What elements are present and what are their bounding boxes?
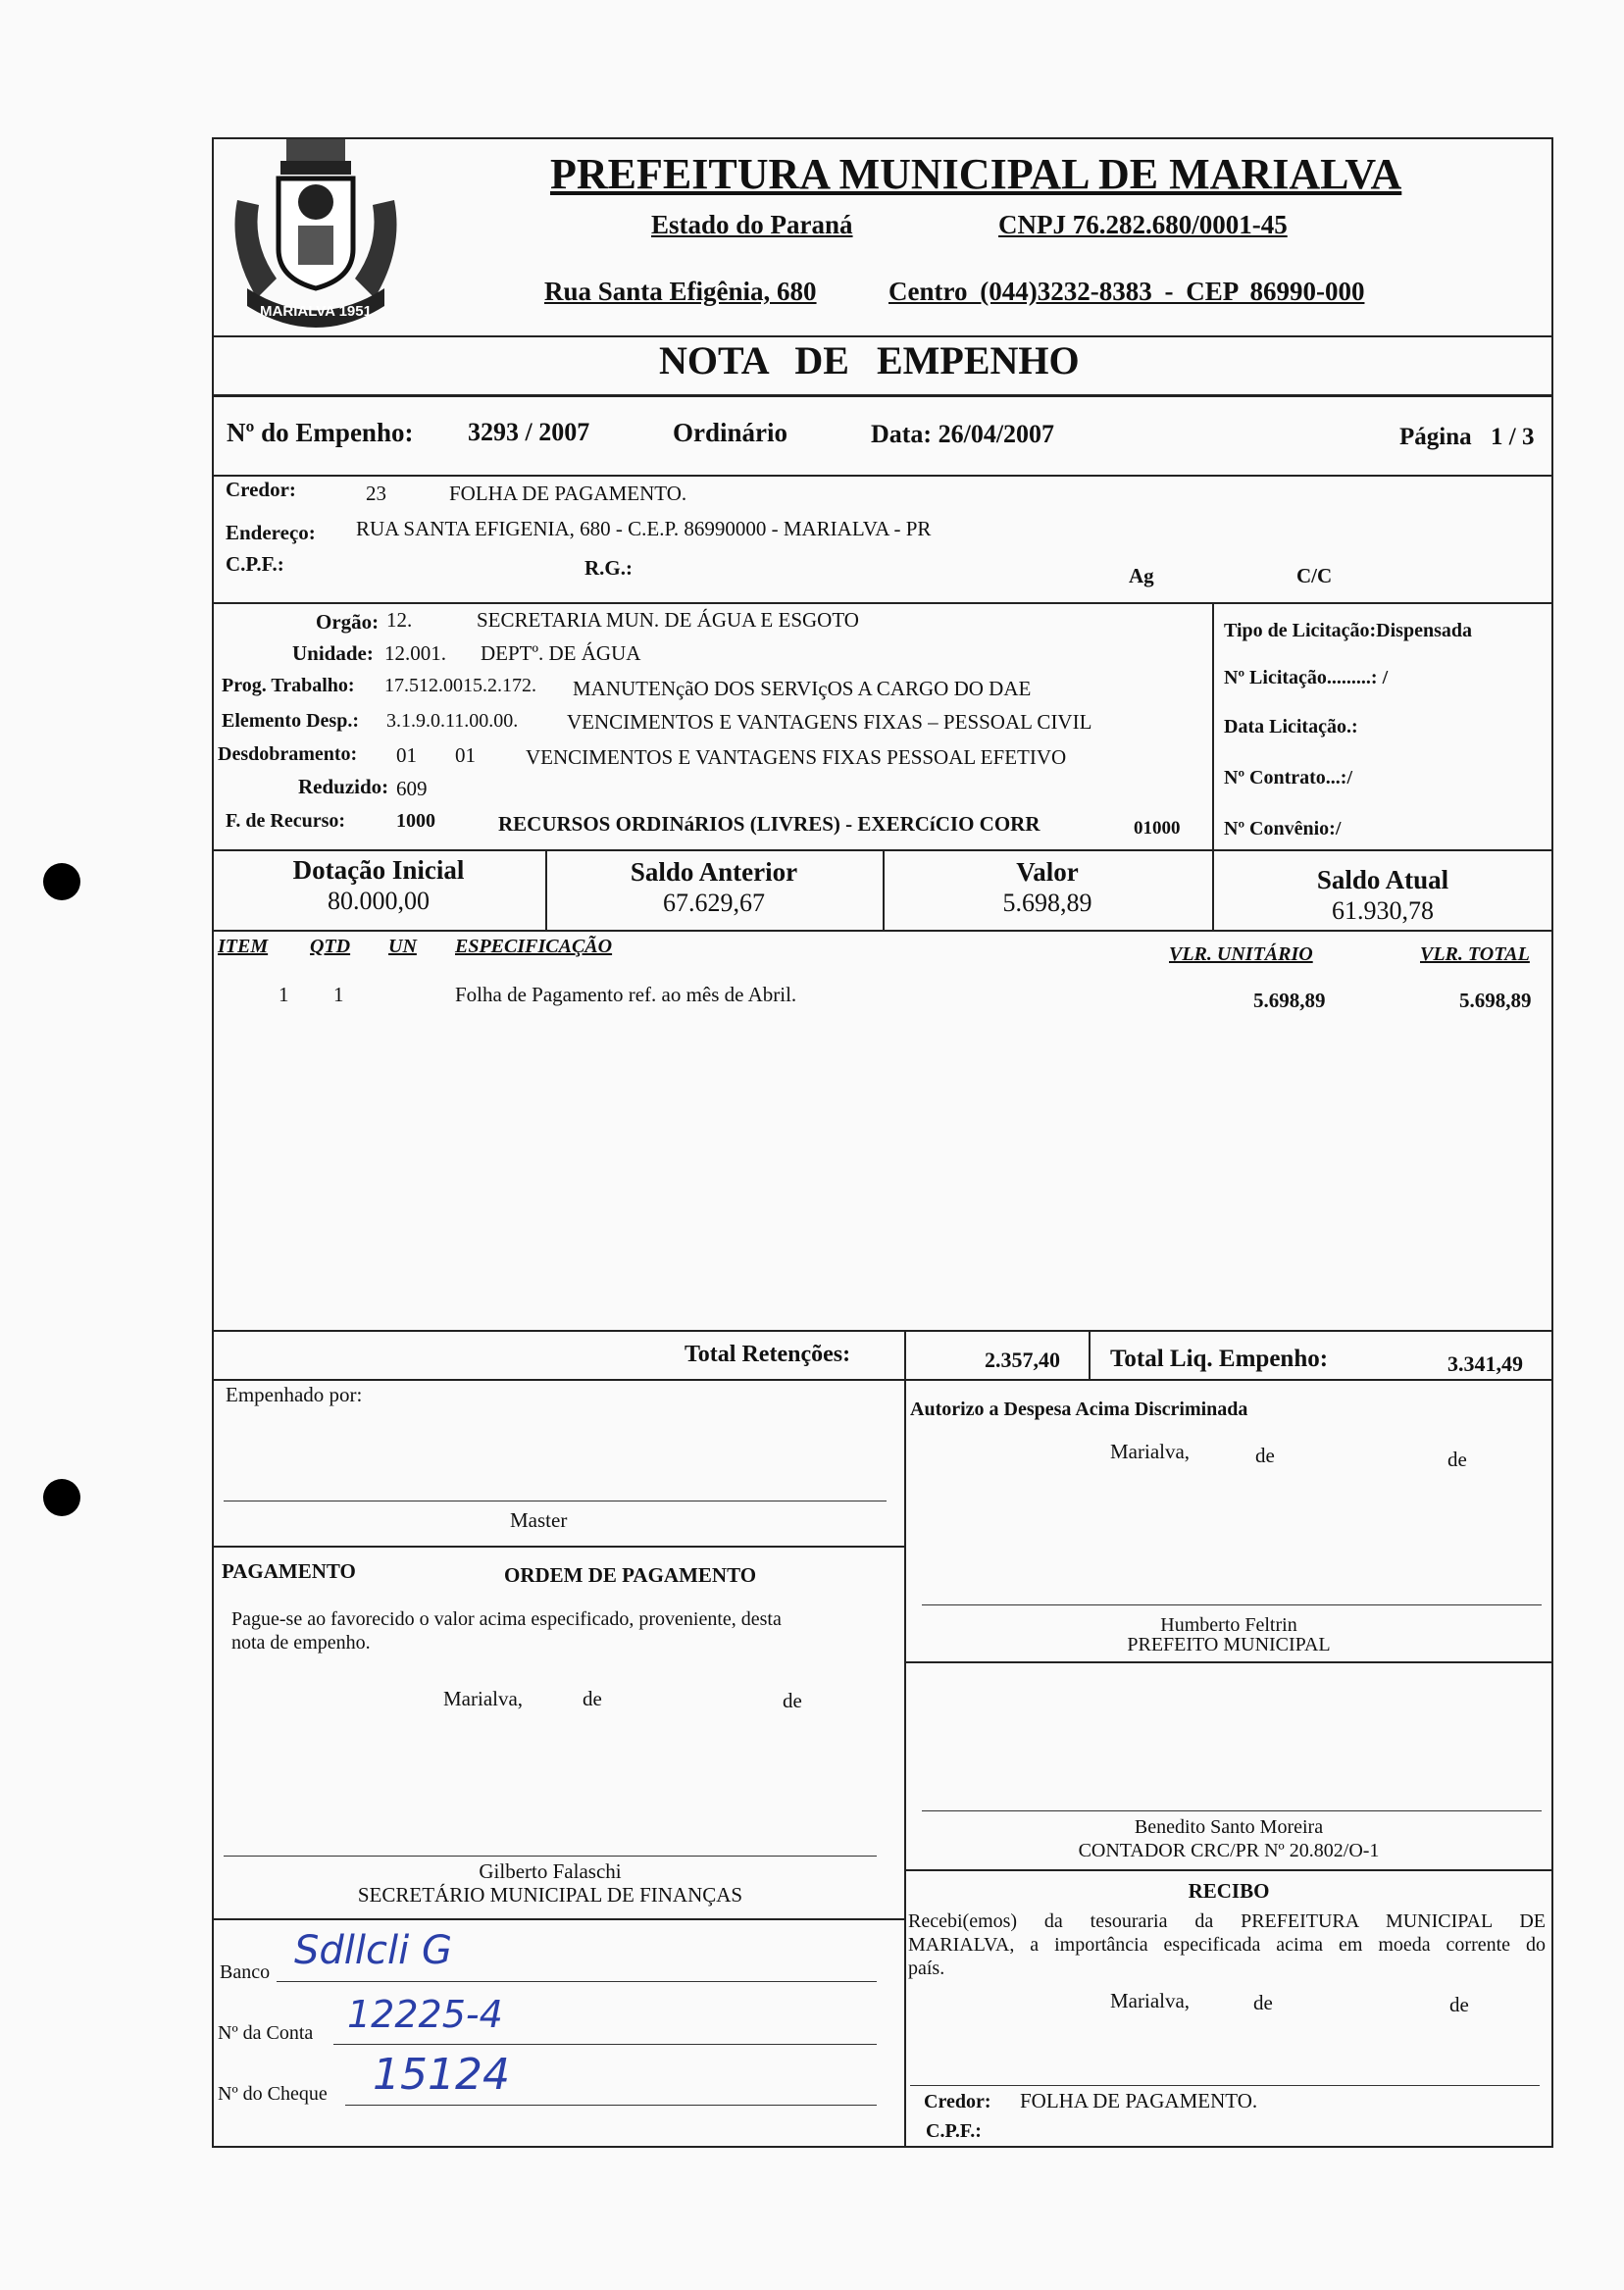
- saldo-anterior-value: 67.629,67: [663, 889, 765, 917]
- prefeito-title: PREFEITO MUNICIPAL: [1127, 1634, 1331, 1655]
- autorizo-text: Autorizo a Despesa Acima Discriminada: [910, 1399, 1248, 1420]
- col-spec: ESPECIFICAÇÃO: [455, 936, 613, 957]
- dotacao-inicial-value: 80.000,00: [328, 887, 430, 915]
- divider-totals-bottom: [212, 1379, 1553, 1381]
- saldo-atual-value: 61.930,78: [1332, 896, 1434, 925]
- numero-contrato: Nº Contrato...:/: [1224, 767, 1353, 789]
- divider-licitacao-col: [1212, 602, 1214, 851]
- recibo-line-3: país.: [908, 1958, 945, 1979]
- conta-handwritten: 12225-4: [347, 1993, 503, 2036]
- item-unit-value: 5.698,89: [1253, 989, 1326, 1012]
- cheque-label: Nº do Cheque: [218, 2083, 328, 2105]
- numero-licitacao: Nº Licitação.........: /: [1224, 667, 1389, 688]
- retencoes-label: Total Retenções:: [685, 1342, 851, 1367]
- autorizo-de-1: de: [1255, 1444, 1275, 1467]
- divider-banco: [212, 1918, 904, 1920]
- divider-lower-col: [904, 1379, 906, 2148]
- dotacao-inicial-label: Dotação Inicial: [292, 855, 465, 885]
- col-qtd: QTD: [310, 936, 351, 957]
- divider-credor: [212, 602, 1553, 604]
- item-qtd: 1: [333, 983, 344, 1006]
- prefeito-name: Humberto Feltrin: [1160, 1614, 1297, 1636]
- orgao-label: Orgão:: [316, 610, 380, 634]
- endereco-label: Endereço:: [226, 521, 316, 544]
- recurso-num: 01000: [1134, 818, 1181, 839]
- page-label: Página: [1399, 424, 1472, 450]
- liq-empenho-label: Total Liq. Empenho:: [1110, 1346, 1329, 1372]
- elemento-desc: VENCIMENTOS E VANTAGENS FIXAS – PESSOAL CIVIL: [567, 710, 1092, 734]
- punch-hole-top: [43, 863, 80, 900]
- signature-line-secretario: [224, 1856, 877, 1857]
- divider-totals-2: [1089, 1330, 1091, 1381]
- col-item: ITEM: [218, 936, 269, 957]
- page-value: 1 / 3: [1491, 424, 1535, 450]
- divider-saldos: [212, 930, 1553, 932]
- secretario-name: Gilberto Falaschi: [479, 1859, 622, 1883]
- divider-title: [212, 394, 1553, 397]
- reduzido-label: Reduzido:: [298, 775, 389, 798]
- credor-label: Credor:: [226, 478, 296, 501]
- city-crest-icon: [218, 131, 414, 337]
- street-address: Rua Santa Efigênia, 680: [544, 277, 817, 306]
- recibo-line-1: Recebi(emos) da tesouraria da PREFEITURA MUNICIPAL DE: [908, 1910, 1546, 1932]
- punch-hole-bottom: [43, 1479, 80, 1516]
- desdobramento-label: Desdobramento:: [218, 743, 358, 765]
- conta-label: Nº da Conta: [218, 2022, 314, 2044]
- orgao-code: 12.: [386, 608, 413, 632]
- autorizo-city: Marialva,: [1110, 1440, 1191, 1463]
- divider-pagamento: [212, 1546, 904, 1548]
- empenho-label: Nº do Empenho:: [227, 418, 414, 447]
- item-number: 1: [279, 983, 289, 1006]
- desdobramento-b: 01: [455, 743, 476, 767]
- pagamento-text-2: nota de empenho.: [231, 1632, 371, 1654]
- prog-desc: MANUTENçãO DOS SERVIçOS A CARGO DO DAE: [573, 677, 1032, 700]
- credor-code: 23: [366, 482, 386, 505]
- conta-line: [333, 2044, 877, 2045]
- recibo-line-2: MARIALVA, a importância especificada acima em moeda corrente do: [908, 1934, 1546, 1956]
- desdobramento-desc: VENCIMENTOS E VANTAGENS FIXAS PESSOAL EFETIVO: [526, 745, 1067, 769]
- col-vlr-unitario: VLR. UNITÁRIO: [1169, 943, 1313, 965]
- liq-empenho-value: 3.341,49: [1447, 1351, 1523, 1376]
- empenhado-label: Empenhado por:: [226, 1383, 363, 1406]
- prog-code: 17.512.0015.2.172.: [384, 675, 536, 696]
- retencoes-value: 2.357,40: [985, 1348, 1060, 1372]
- divider-totals-1: [904, 1330, 906, 1381]
- saldo-atual-label: Saldo Atual: [1316, 865, 1449, 894]
- unidade-code: 12.001.: [384, 641, 446, 665]
- tipo-licitacao: Tipo de Licitação:Dispensada: [1224, 620, 1472, 641]
- item-total-value: 5.698,89: [1459, 989, 1532, 1012]
- signature-line-contador: [922, 1810, 1542, 1811]
- item-spec: Folha de Pagamento ref. ao mês de Abril.: [455, 983, 797, 1006]
- numero-convenio: Nº Convênio:/: [1224, 818, 1342, 840]
- recibo-credor-label: Credor:: [924, 2091, 991, 2112]
- pagamento-city: Marialva,: [443, 1687, 524, 1710]
- signature-line-prefeito: [922, 1604, 1542, 1605]
- divider-recibo: [904, 1869, 1553, 1871]
- reduzido-value: 609: [396, 777, 428, 800]
- unidade-desc: DEPTº. DE ÁGUA: [481, 641, 641, 665]
- valor-value: 5.698,89: [1002, 889, 1092, 917]
- ordem-pagamento-title: ORDEM DE PAGAMENTO: [504, 1563, 757, 1587]
- cc-label: C/C: [1296, 564, 1333, 587]
- cpf-label: C.P.F.:: [226, 552, 284, 576]
- divider-contador: [904, 1661, 1553, 1663]
- empenho-date: Data: 26/04/2007: [871, 420, 1055, 448]
- prog-label: Prog. Trabalho:: [222, 675, 355, 696]
- recurso-code: 1000: [396, 810, 435, 832]
- secretario-title: SECRETÁRIO MUNICIPAL DE FINANÇAS: [357, 1883, 743, 1907]
- contact-line: Centro (044)3232-8383 - CEP 86990-000: [888, 277, 1365, 306]
- elemento-code: 3.1.9.0.11.00.00.: [386, 710, 519, 732]
- cheque-line: [345, 2105, 877, 2106]
- recibo-cpf-label: C.P.F.:: [926, 2120, 982, 2142]
- divider-totals-top: [212, 1330, 1553, 1332]
- credor-name: FOLHA DE PAGAMENTO.: [449, 482, 687, 505]
- divider-empenho: [212, 475, 1553, 477]
- rg-label: R.G.:: [584, 556, 633, 580]
- col-un: UN: [388, 936, 417, 957]
- data-licitacao: Data Licitação.:: [1224, 716, 1358, 738]
- autorizo-de-2: de: [1447, 1448, 1467, 1471]
- valor-label: Valor: [1016, 857, 1079, 887]
- desdobramento-a: 01: [396, 743, 417, 767]
- contador-name: Benedito Santo Moreira: [1134, 1816, 1324, 1838]
- cnpj: CNPJ 76.282.680/0001-45: [998, 210, 1288, 239]
- recibo-credor-value: FOLHA DE PAGAMENTO.: [1020, 2089, 1258, 2112]
- pagamento-title: PAGAMENTO: [222, 1559, 356, 1583]
- recibo-city: Marialva,: [1110, 1989, 1191, 2012]
- recibo-de-2: de: [1449, 1993, 1469, 2016]
- empenho-number: 3293 / 2007: [468, 418, 590, 446]
- crest-ribbon-text: MARIALVA 1951: [260, 303, 372, 320]
- recibo-de-1: de: [1253, 1991, 1273, 2014]
- banco-handwritten: Sdllcli G: [294, 1928, 452, 1973]
- recibo-title: RECIBO: [1188, 1879, 1270, 1903]
- state-name: Estado do Paraná: [651, 210, 853, 239]
- master-name: Master: [510, 1508, 568, 1532]
- pagamento-text-1: Pague-se ao favorecido o valor acima especificado, proveniente, desta: [231, 1608, 782, 1630]
- recurso-desc: RECURSOS ORDINáRIOS (LIVRES) - EXERCíCIO CORR: [498, 812, 1040, 836]
- orgao-desc: SECRETARIA MUN. DE ÁGUA E ESGOTO: [477, 608, 859, 632]
- empenho-type: Ordinário: [673, 418, 788, 447]
- signature-line-recibo: [910, 2085, 1540, 2086]
- recurso-label: F. de Recurso:: [226, 810, 346, 832]
- org-name: PREFEITURA MUNICIPAL DE MARIALVA: [550, 150, 1402, 198]
- pagamento-de-2: de: [783, 1689, 802, 1712]
- elemento-label: Elemento Desp.:: [222, 710, 359, 732]
- unidade-label: Unidade:: [292, 641, 374, 665]
- pagamento-de-1: de: [583, 1687, 602, 1710]
- col-vlr-total: VLR. TOTAL: [1420, 943, 1530, 965]
- banco-label: Banco: [220, 1961, 271, 1983]
- doc-title: NOTA DE EMPENHO: [659, 338, 1080, 382]
- banco-line: [277, 1981, 877, 1982]
- cheque-handwritten: 15124: [373, 2050, 510, 2100]
- ag-label: Ag: [1129, 564, 1154, 587]
- endereco-value: RUA SANTA EFIGENIA, 680 - C.E.P. 86990000 - MARIALVA - PR: [356, 517, 932, 540]
- contador-title: CONTADOR CRC/PR Nº 20.802/O-1: [1078, 1840, 1380, 1861]
- saldo-anterior-label: Saldo Anterior: [630, 857, 798, 887]
